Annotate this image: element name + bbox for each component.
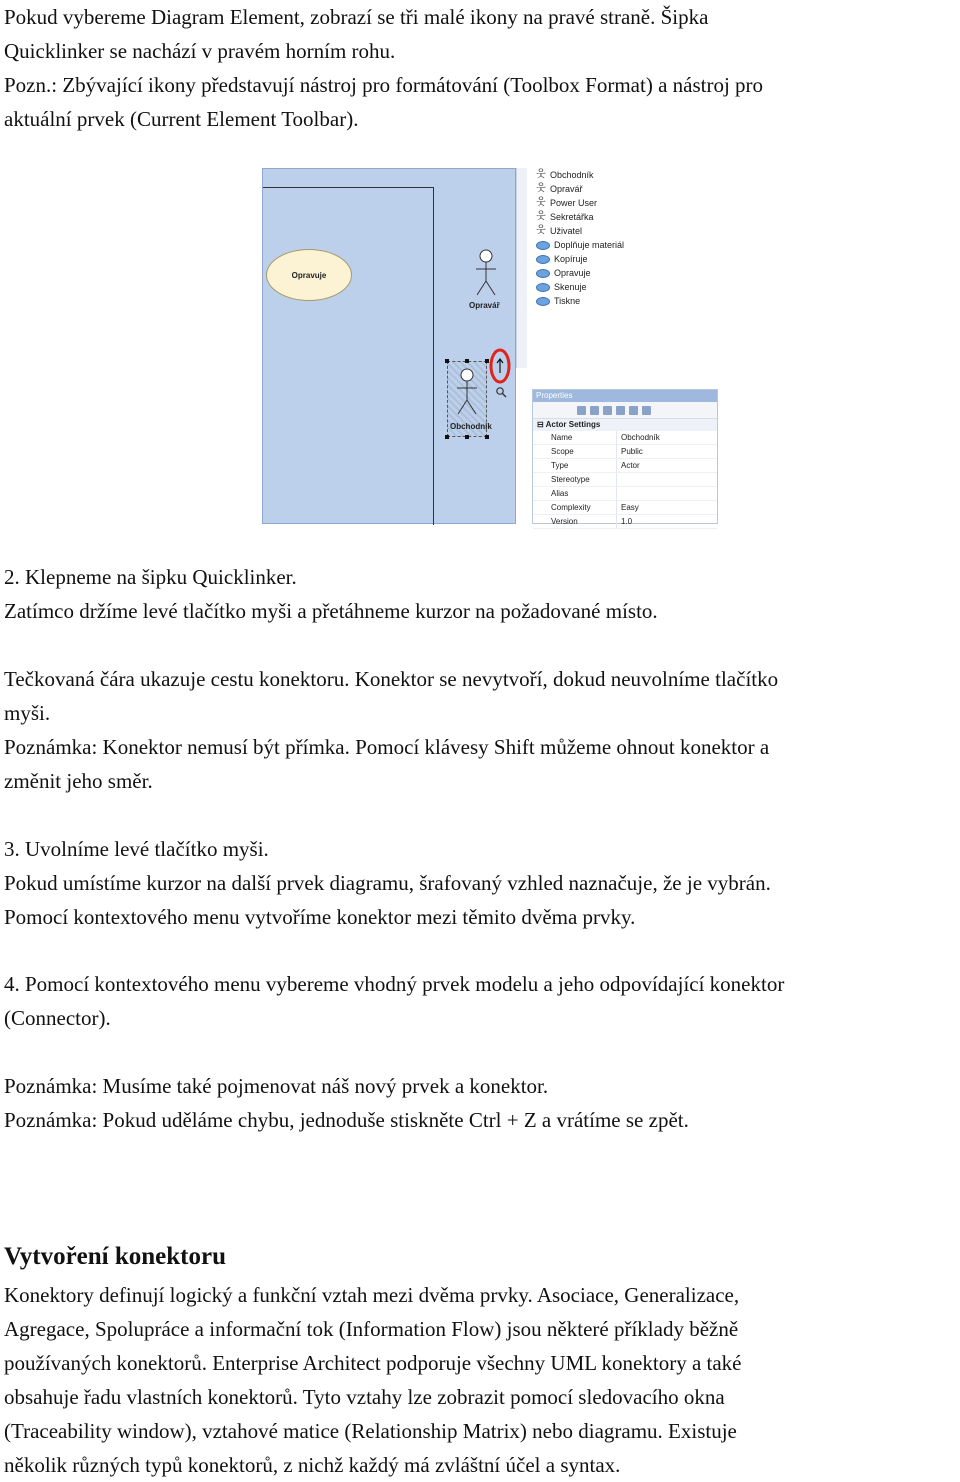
section-line-3: používaných konektorů. Enterprise Architect podporuje všechny UML konektory a také bbox=[4, 1351, 742, 1375]
toolbar-icon[interactable] bbox=[577, 406, 586, 415]
step2-line-6: změnit jeho směr. bbox=[4, 769, 153, 793]
list-item[interactable] bbox=[536, 238, 624, 252]
quicklinker-arrow-icon[interactable] bbox=[489, 347, 515, 385]
scrollbar[interactable] bbox=[516, 168, 527, 368]
toolbar-icon[interactable] bbox=[603, 406, 612, 415]
diagram-frame-top bbox=[263, 187, 433, 188]
usecase-opravuje[interactable] bbox=[266, 249, 352, 301]
section-line-1: Konektory definují logický a funkční vztah mezi dvěma prvky. Asociace, Generalizace, bbox=[4, 1283, 740, 1307]
resize-handle[interactable] bbox=[445, 359, 449, 363]
list-item-label: Doplňuje materiál bbox=[554, 240, 625, 250]
list-item[interactable] bbox=[536, 294, 580, 308]
step2-line-1: 2. Klepneme na šipku Quicklinker. bbox=[4, 565, 297, 589]
intro-paragraph bbox=[4, 0, 956, 136]
toolbar-icon[interactable] bbox=[616, 406, 625, 415]
step2-line-5: Poznámka: Konektor nemusí být přímka. Pomocí klávesy Shift můžeme ohnout konektor a bbox=[4, 735, 770, 759]
property-key: Version bbox=[533, 515, 617, 528]
property-key: Name bbox=[533, 431, 617, 444]
step4-line-2: (Connector). bbox=[4, 1006, 111, 1030]
properties-section-header[interactable]: ⊟ Actor Settings bbox=[533, 419, 717, 431]
properties-title: Properties bbox=[533, 390, 717, 402]
property-value: Obchodník bbox=[621, 433, 660, 442]
actor-icon: 웃 bbox=[536, 225, 546, 236]
list-item[interactable] bbox=[536, 266, 591, 280]
actor-icon: 웃 bbox=[536, 211, 546, 222]
property-value: 1.0 bbox=[621, 517, 633, 526]
project-browser-list bbox=[530, 168, 718, 308]
notes-paragraph bbox=[4, 1069, 956, 1137]
list-item[interactable] bbox=[536, 280, 587, 294]
list-item-label: Opravář bbox=[550, 184, 583, 194]
list-item[interactable] bbox=[536, 182, 583, 196]
section-line-6: několik různých typů konektorů, z nichž každý má zvláštní účel a syntax. bbox=[4, 1453, 621, 1477]
section-line-5: (Traceability window), vztahové matice (Relationship Matrix) nebo diagramu. Existuje bbox=[4, 1419, 737, 1443]
intro-line-3: Pozn.: Zbývající ikony představují nástroj pro formátování (Toolbox Format) a nástroj pro bbox=[4, 73, 764, 97]
diagram-frame-edge bbox=[433, 187, 434, 525]
section-label: Actor Settings bbox=[545, 420, 601, 429]
note-line-1: Poznámka: Musíme také pojmenovat náš nový prvek a konektor. bbox=[4, 1074, 549, 1098]
resize-handle[interactable] bbox=[485, 435, 489, 439]
usecase-icon bbox=[536, 241, 550, 250]
intro-line-4: aktuální prvek (Current Element Toolbar). bbox=[4, 107, 359, 131]
properties-toolbar bbox=[533, 402, 717, 419]
section-paragraph bbox=[4, 1278, 956, 1482]
property-value: Easy bbox=[621, 503, 639, 512]
property-value: Actor bbox=[621, 461, 640, 470]
list-item[interactable] bbox=[536, 224, 582, 238]
selected-element-hatch[interactable] bbox=[447, 361, 492, 437]
step2-detail-paragraph bbox=[4, 662, 956, 798]
step3-line-1: 3. Uvolníme levé tlačítko myši. bbox=[4, 837, 269, 861]
property-row[interactable] bbox=[533, 431, 717, 445]
list-item-label: Skenuje bbox=[554, 282, 587, 292]
list-item[interactable] bbox=[536, 196, 597, 210]
usecase-icon bbox=[536, 255, 550, 264]
actor-icon: 웃 bbox=[536, 169, 546, 180]
usecase-icon bbox=[536, 297, 550, 306]
step2-line-4: myši. bbox=[4, 701, 51, 725]
usecase-icon bbox=[536, 269, 550, 278]
resize-handle[interactable] bbox=[465, 435, 469, 439]
intro-line-1: Pokud vybereme Diagram Element, zobrazí se tři malé ikony na pravé straně. Šipka bbox=[4, 5, 709, 29]
property-value bbox=[617, 487, 621, 500]
section-line-4: obsahuje řadu vlastních konektorů. Tyto vztahy lze zobrazit pomocí sledovacího okna bbox=[4, 1385, 725, 1409]
actor-icon bbox=[454, 368, 480, 418]
toolbar-icon[interactable] bbox=[642, 406, 651, 415]
actor-icon[interactable] bbox=[473, 249, 499, 299]
resize-handle[interactable] bbox=[445, 435, 449, 439]
step3-line-2: Pokud umístíme kurzor na další prvek diagramu, šrafovaný vzhled naznačuje, že je vybrán. bbox=[4, 871, 771, 895]
usecase-icon bbox=[536, 283, 550, 292]
section-line-2: Agregace, Spolupráce a informační tok (Information Flow) jsou některé příklady běžně bbox=[4, 1317, 739, 1341]
toolbar-icon[interactable] bbox=[629, 406, 638, 415]
list-item-label: Power User bbox=[550, 198, 598, 208]
properties-panel bbox=[532, 389, 718, 524]
property-key: Complexity bbox=[533, 501, 617, 514]
property-row[interactable] bbox=[533, 501, 717, 515]
list-item-label: Sekretářka bbox=[550, 212, 594, 222]
property-key: Type bbox=[533, 459, 617, 472]
list-item-label: Uživatel bbox=[550, 226, 583, 236]
list-item[interactable] bbox=[536, 252, 588, 266]
property-row[interactable] bbox=[533, 473, 717, 487]
actor-label-opravar: Opravář bbox=[469, 301, 500, 310]
actor-label-obchodnik: Obchodník bbox=[450, 422, 492, 431]
usecase-label: Opravuje bbox=[291, 270, 327, 280]
actor-icon: 웃 bbox=[536, 197, 546, 208]
property-key: Alias bbox=[533, 487, 617, 500]
step2-paragraph bbox=[4, 560, 956, 628]
list-item-label: Obchodník bbox=[550, 170, 594, 180]
section-heading: Vytvoření konektoru bbox=[4, 1243, 227, 1270]
list-item[interactable] bbox=[536, 210, 594, 224]
toolbar-icon[interactable] bbox=[590, 406, 599, 415]
property-key: Stereotype bbox=[533, 473, 617, 486]
list-item[interactable] bbox=[536, 168, 594, 182]
step3-paragraph bbox=[4, 832, 956, 934]
list-item-label: Opravuje bbox=[554, 268, 591, 278]
ea-screenshot-figure bbox=[262, 168, 718, 524]
step4-line-1: 4. Pomocí kontextového menu vybereme vhodný prvek modelu a jeho odpovídající konektor bbox=[4, 972, 785, 996]
property-value bbox=[617, 473, 621, 486]
property-row[interactable] bbox=[533, 459, 717, 473]
diagram-canvas bbox=[262, 168, 516, 524]
actor-icon: 웃 bbox=[536, 183, 546, 194]
property-row[interactable] bbox=[533, 487, 717, 501]
list-item-label: Tiskne bbox=[554, 296, 581, 306]
property-key: Scope bbox=[533, 445, 617, 458]
list-item-label: Kopíruje bbox=[554, 254, 588, 264]
property-row[interactable] bbox=[533, 515, 717, 529]
intro-line-2: Quicklinker se nachází v pravém horním rohu. bbox=[4, 39, 396, 63]
property-value: Public bbox=[621, 447, 643, 456]
format-toolbox-icon[interactable] bbox=[495, 386, 507, 398]
note-line-2: Poznámka: Pokud uděláme chybu, jednoduše stiskněte Ctrl + Z a vrátíme se zpět. bbox=[4, 1108, 689, 1132]
resize-handle[interactable] bbox=[465, 359, 469, 363]
property-row[interactable] bbox=[533, 445, 717, 459]
step4-paragraph bbox=[4, 967, 956, 1035]
step3-line-3: Pomocí kontextového menu vytvoříme konektor mezi těmito dvěma prvky. bbox=[4, 905, 636, 929]
step2-line-2: Zatímco držíme levé tlačítko myši a přetáhneme kurzor na požadované místo. bbox=[4, 599, 658, 623]
step2-line-3: Tečkovaná čára ukazuje cestu konektoru. Konektor se nevytvoří, dokud neuvolníme tlačítko bbox=[4, 667, 779, 691]
